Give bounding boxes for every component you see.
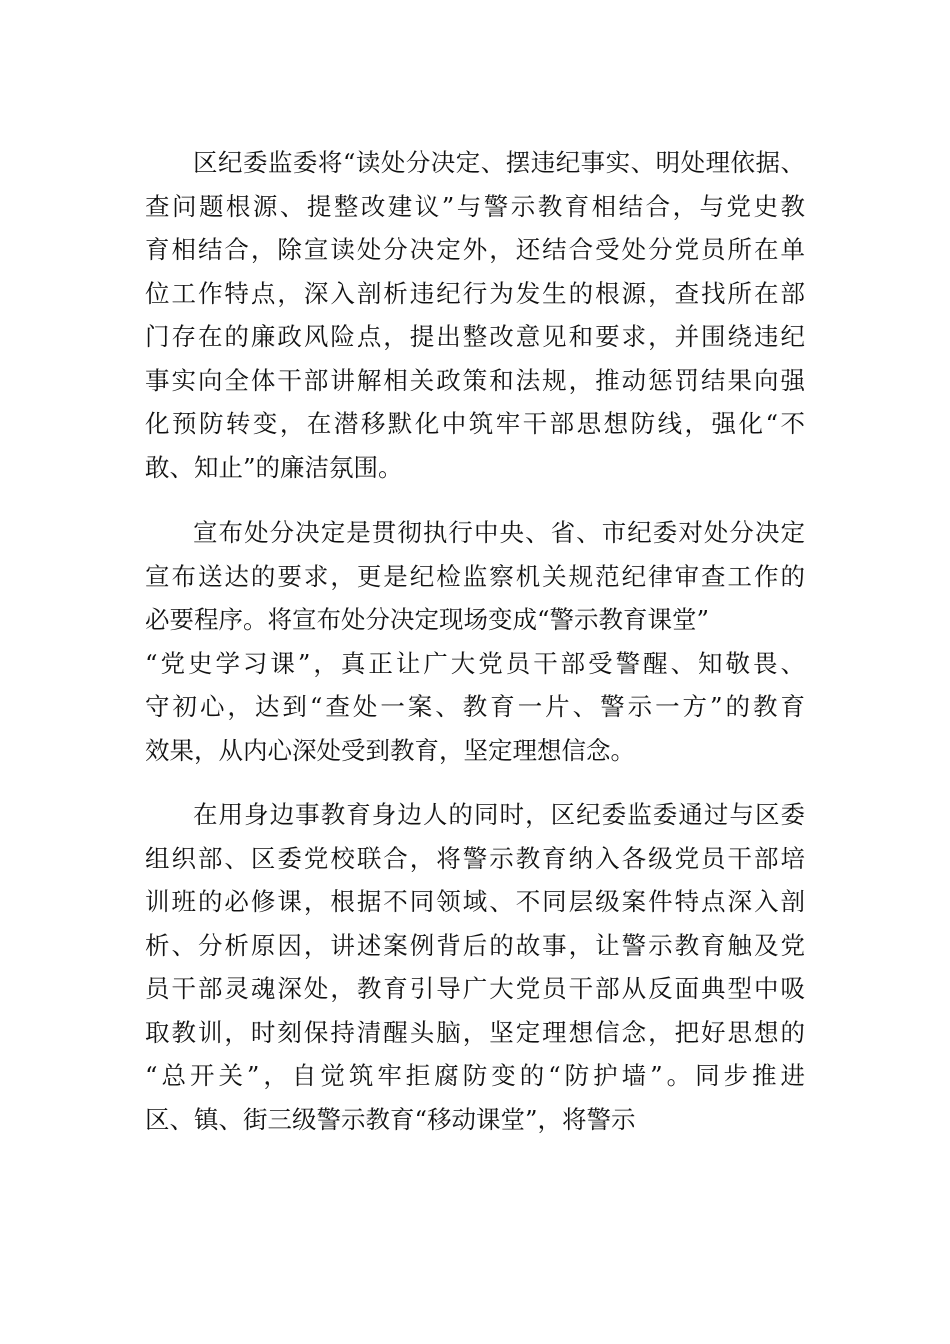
paragraph-line: 化预防转变，在潜移默化中筑牢干部思想防线，强化“不: [145, 409, 805, 438]
paragraph-line: 在用身边事教育身边人的同时，区纪委监委通过与区委: [193, 800, 805, 829]
paragraph-line: 守初心，达到“查处一案、教育一片、警示一方”的教育: [145, 692, 805, 721]
paragraph-line: 敢、知止”的廉洁氛围。: [145, 452, 403, 482]
paragraph-line: 区、镇、街三级警示教育“移动课堂”，将警示: [145, 1104, 636, 1134]
paragraph-line: 事实向全体干部讲解相关政策和法规，推动惩罚结果向强: [145, 365, 805, 395]
paragraph-line: 查问题根源、提整改建议”与警示教育相结合，与党史教: [145, 191, 805, 221]
paragraph-line: 宣布送达的要求，更是纪检监察机关规范纪律审查工作的: [145, 561, 805, 591]
paragraph-2: [145, 511, 805, 772]
paragraph-line: 区纪委监委将“读处分决定、摆违纪事实、明处理依据、: [193, 148, 805, 177]
paragraph-line: 宣布处分决定是贯彻执行中央、省、市纪委对处分决定: [193, 518, 805, 547]
paragraph-line: “总开关”，自觉筑牢拒腐防变的“防护墙”。同步推进: [145, 1061, 805, 1090]
paragraph-3: [145, 793, 805, 1141]
paragraph-1: [145, 141, 805, 489]
paragraph-line: 育相结合，除宣读处分决定外，还结合受处分党员所在单: [145, 235, 805, 264]
paragraph-line: 组织部、区委党校联合，将警示教育纳入各级党员干部培: [145, 843, 805, 873]
paragraph-line: 训班的必修课，根据不同领域、不同层级案件特点深入剖: [145, 887, 805, 916]
paragraph-line: “党史学习课”，真正让广大党员干部受警醒、知敬畏、: [145, 648, 805, 678]
paragraph-line: 取教训，时刻保持清醒头脑，坚定理想信念，把好思想的: [145, 1017, 805, 1047]
paragraph-line: 门存在的廉政风险点，提出整改意见和要求，并围绕违纪: [145, 322, 805, 351]
paragraph-line: 员干部灵魂深处，教育引导广大党员干部从反面典型中吸: [145, 974, 805, 1003]
paragraph-line: 析、分析原因，讲述案例背后的故事，让警示教育触及党: [145, 930, 805, 960]
paragraph-line: 必要程序。将宣布处分决定现场变成“警示教育课堂”: [145, 605, 710, 634]
paragraph-line: 位工作特点，深入剖析违纪行为发生的根源，查找所在部: [145, 278, 805, 308]
paragraph-line: 效果，从内心深处受到教育，坚定理想信念。: [145, 735, 635, 765]
